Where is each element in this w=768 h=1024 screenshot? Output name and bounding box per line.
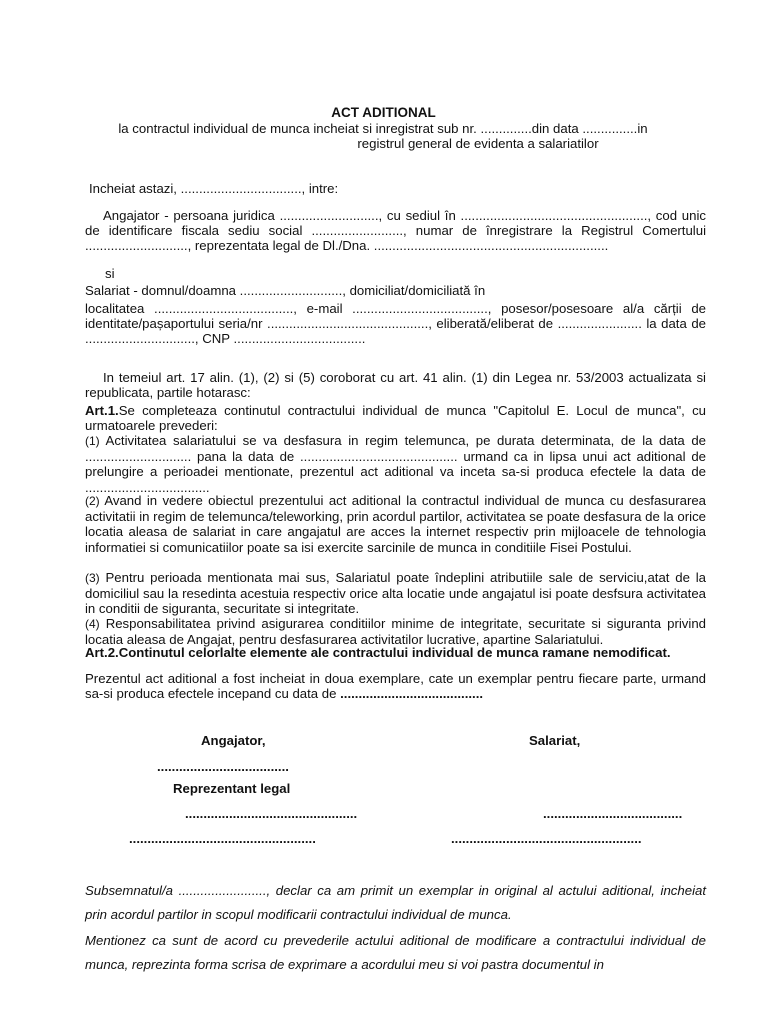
point-1-number: (1) bbox=[85, 434, 100, 448]
point-4-text: Responsabilitatea privind asigurarea conditiilor minime de integritate, securitate si siguranta privind locatia aleasa de Angajat, pentru desfasurarea activitatilor lucrative, apartine Salariatului. bbox=[85, 616, 706, 648]
point-3-number: (3) bbox=[85, 571, 100, 585]
document-subtitle bbox=[88, 121, 678, 151]
point-4-number: (4) bbox=[85, 617, 100, 631]
art1-paragraph bbox=[85, 403, 706, 433]
salariat-name-dots: .................................................... bbox=[451, 831, 642, 846]
angajator-signature-dots: .................................... bbox=[157, 759, 289, 774]
art1-text: Se completeaza continutul contractului individual de munca "Capitolul E. Locul de munca", cu urmatoarele prevederi: bbox=[85, 403, 706, 434]
point-4 bbox=[85, 616, 706, 647]
point-2 bbox=[85, 493, 706, 555]
reprezentant-legal-label: Reprezentant legal bbox=[173, 781, 291, 796]
angajator-paragraph: Angajator - persoana juridica ..........................., cu sediul în ..................................................., cod unic de identificare fiscala sediu social ........................., numar de înregistrare la Registrul Comertului ............................, reprezentata legal de Dl./Dna. ................................................................ bbox=[85, 208, 706, 254]
document-page bbox=[85, 0, 706, 1024]
subsemnatul-paragraph: Subsemnatul/a ........................, declar ca am primit un exemplar in original al actului aditional, incheiat prin acordul partilor in scopul modificarii contractului individual de munca. bbox=[85, 883, 706, 922]
point-2-text: Avand in vedere obiectul prezentului act aditional la contractul individual de munca cu desfasurarea activitatii in regim de telemunca/teleworking, prin acordul partilor, activitatea se poate desfasura de la orice locatia aleasa de salariat in care angajatul are acces la internet respectiv prin mijloacele de tehnologia informatiei si comunicatiilor poate sa isi exercite sarcinile de munca in conditiile Fisei Postului. bbox=[85, 493, 706, 555]
subtitle-line-1: la contractul individual de munca incheiat si inregistrat sub nr. ..............din data ...............in bbox=[118, 121, 648, 136]
mentionez-paragraph: Mentionez ca sunt de acord cu prevederile actului aditional de modificare a contractului individual de munca, reprezinta forma scrisa de exprimare a acordului meu si voi pastra documentul in bbox=[85, 933, 706, 972]
point-1-text: Activitatea salariatului se va desfasura in regim telemunca, pe durata determinata, de la data de ............................. pana la data de ........................................... urmand ca in lipsa unui act aditional de prelungire a perioadei mentionate, prezentul act aditional va inceta sa-si produca efectele la data de .................................. bbox=[85, 433, 706, 495]
document-title: ACT ADITIONAL bbox=[331, 105, 436, 120]
subtitle-line-2: registrul general de evidenta a salariatilor bbox=[357, 136, 599, 151]
point-3 bbox=[85, 570, 706, 617]
si-line: si bbox=[105, 266, 115, 281]
point-3-text: Pentru perioada mentionata mai sus, Salariatul poate îndeplini atributiile sale de serviciu,atat de la domiciliul sau la resedinta acestuia respectiv orice alta locatie unde angajatul isi poate desfsura activitatea in conditii de siguranta, securitate si integritate. bbox=[85, 570, 707, 617]
reprezentant-name-dots: ................................................... bbox=[129, 831, 316, 846]
temei-paragraph: In temeiul art. 17 alin. (1), (2) si (5) coroborat cu art. 41 alin. (1) din Legea nr. 53/2003 actualizata si republicata, partile hotarasc: bbox=[85, 370, 706, 401]
prezentul-date-dots: ....................................... bbox=[340, 686, 484, 702]
signature-salariat-label: Salariat, bbox=[529, 733, 581, 748]
prezentul-paragraph bbox=[85, 671, 706, 701]
reprezentant-signature-dots: ............................................... bbox=[185, 806, 358, 821]
salariat-signature-dots: ...................................... bbox=[543, 806, 683, 821]
signature-angajator-label: Angajator, bbox=[201, 733, 266, 748]
point-2-number: (2) bbox=[85, 494, 100, 508]
salariat-paragraph: localitatea ......................................, e-mail ....................................., posesor/posesoare al/a cărții de identitate/pașaportului seria/nr ............................................, eliberată/eliberat de ....................... la data de .............................., CNP .................................... bbox=[85, 301, 706, 347]
incheiat-line: Incheiat astazi, ................................., intre: bbox=[89, 181, 339, 196]
prezentul-text: Prezentul act aditional a fost incheiat in doua exemplare, cate un exemplar pentru fiecare parte, urmand sa-si produca efectele incepand cu data de bbox=[85, 671, 706, 702]
art2-paragraph: Art.2.Continutul celorlalte elemente ale contractului individual de munca ramane nemodificat. bbox=[85, 645, 671, 660]
salariat-line: Salariat - domnul/doamna ............................, domiciliat/domiciliată în bbox=[85, 283, 486, 298]
art1-label: Art.1. bbox=[85, 403, 119, 418]
point-1 bbox=[85, 433, 706, 495]
